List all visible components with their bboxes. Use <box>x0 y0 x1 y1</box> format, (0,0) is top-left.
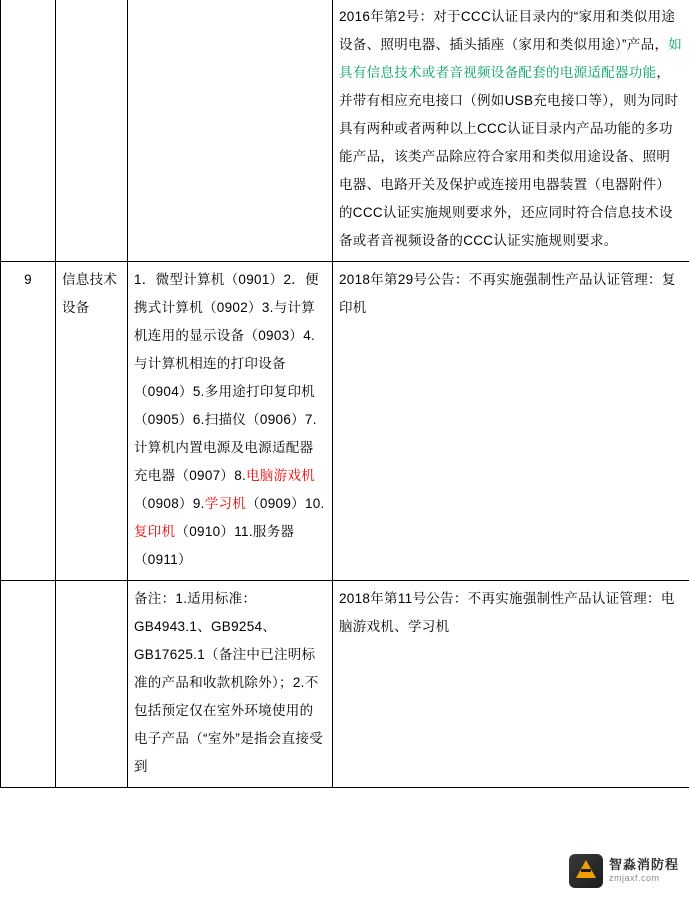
row-category-cell <box>56 0 128 262</box>
row-notice-cell: 2016年第2号：对于CCC认证目录内的“家用和类似用途设备、照明电器、插头插座（家用和类似用途）”产品，如具有信息技术或者音视频设备配套的电源适配器功能，并带有相应充电接口（例如USB充电接口等），则为同时具有两种或者两种以上CCC认证目录内产品功能的多功能产品，该类产品除应符合家用和类似用途设备、照明电器、电路开关及保护或连接用电器装置（电器附件）的CCC认证实施规则要求外，还应同时符合信息技术设备或者音视频设备的CCC认证实施规则要求。 <box>333 0 689 262</box>
watermark <box>569 854 679 888</box>
row-items-cell: 备注：1.适用标准：GB4943.1、GB9254、GB17625.1（备注中已注明标准的产品和收款机除外）；2.不包括预定仅在室外环境使用的电子产品（“室外”是指会直接受到 <box>128 581 333 788</box>
table-row <box>1 0 689 262</box>
flame-logo-icon <box>569 854 603 888</box>
row-category-cell <box>56 581 128 788</box>
watermark-text <box>609 858 679 883</box>
watermark-title: 智淼消防程 <box>608 857 679 873</box>
row-notice-cell: 2018年第29号公告：不再实施强制性产品认证管理：复印机 <box>333 262 689 581</box>
row-items-cell: 1．微型计算机（0901）2．便携式计算机（0902）3.与计算机连用的显示设备（0903）4.与计算机相连的打印设备（0904）5.多用途打印复印机（0905）6.扫描仪（0906）7.计算机内置电源及电源适配器充电器（0907）8.电脑游戏机（0908）9.学习机（0909）10.复印机（0910）11.服务器（0911） <box>128 262 333 581</box>
table-row <box>1 581 689 788</box>
row-items-cell <box>128 0 333 262</box>
table-row <box>1 262 689 581</box>
watermark-subtitle: zmjaxf.com <box>608 873 660 884</box>
row-number-cell <box>1 581 56 788</box>
row-notice-cell: 2018年第11号公告：不再实施强制性产品认证管理：电脑游戏机、学习机 <box>333 581 689 788</box>
row-number-cell: 9 <box>1 262 56 581</box>
row-number-cell <box>1 0 56 262</box>
row-category-cell: 信息技术设备 <box>56 262 128 581</box>
